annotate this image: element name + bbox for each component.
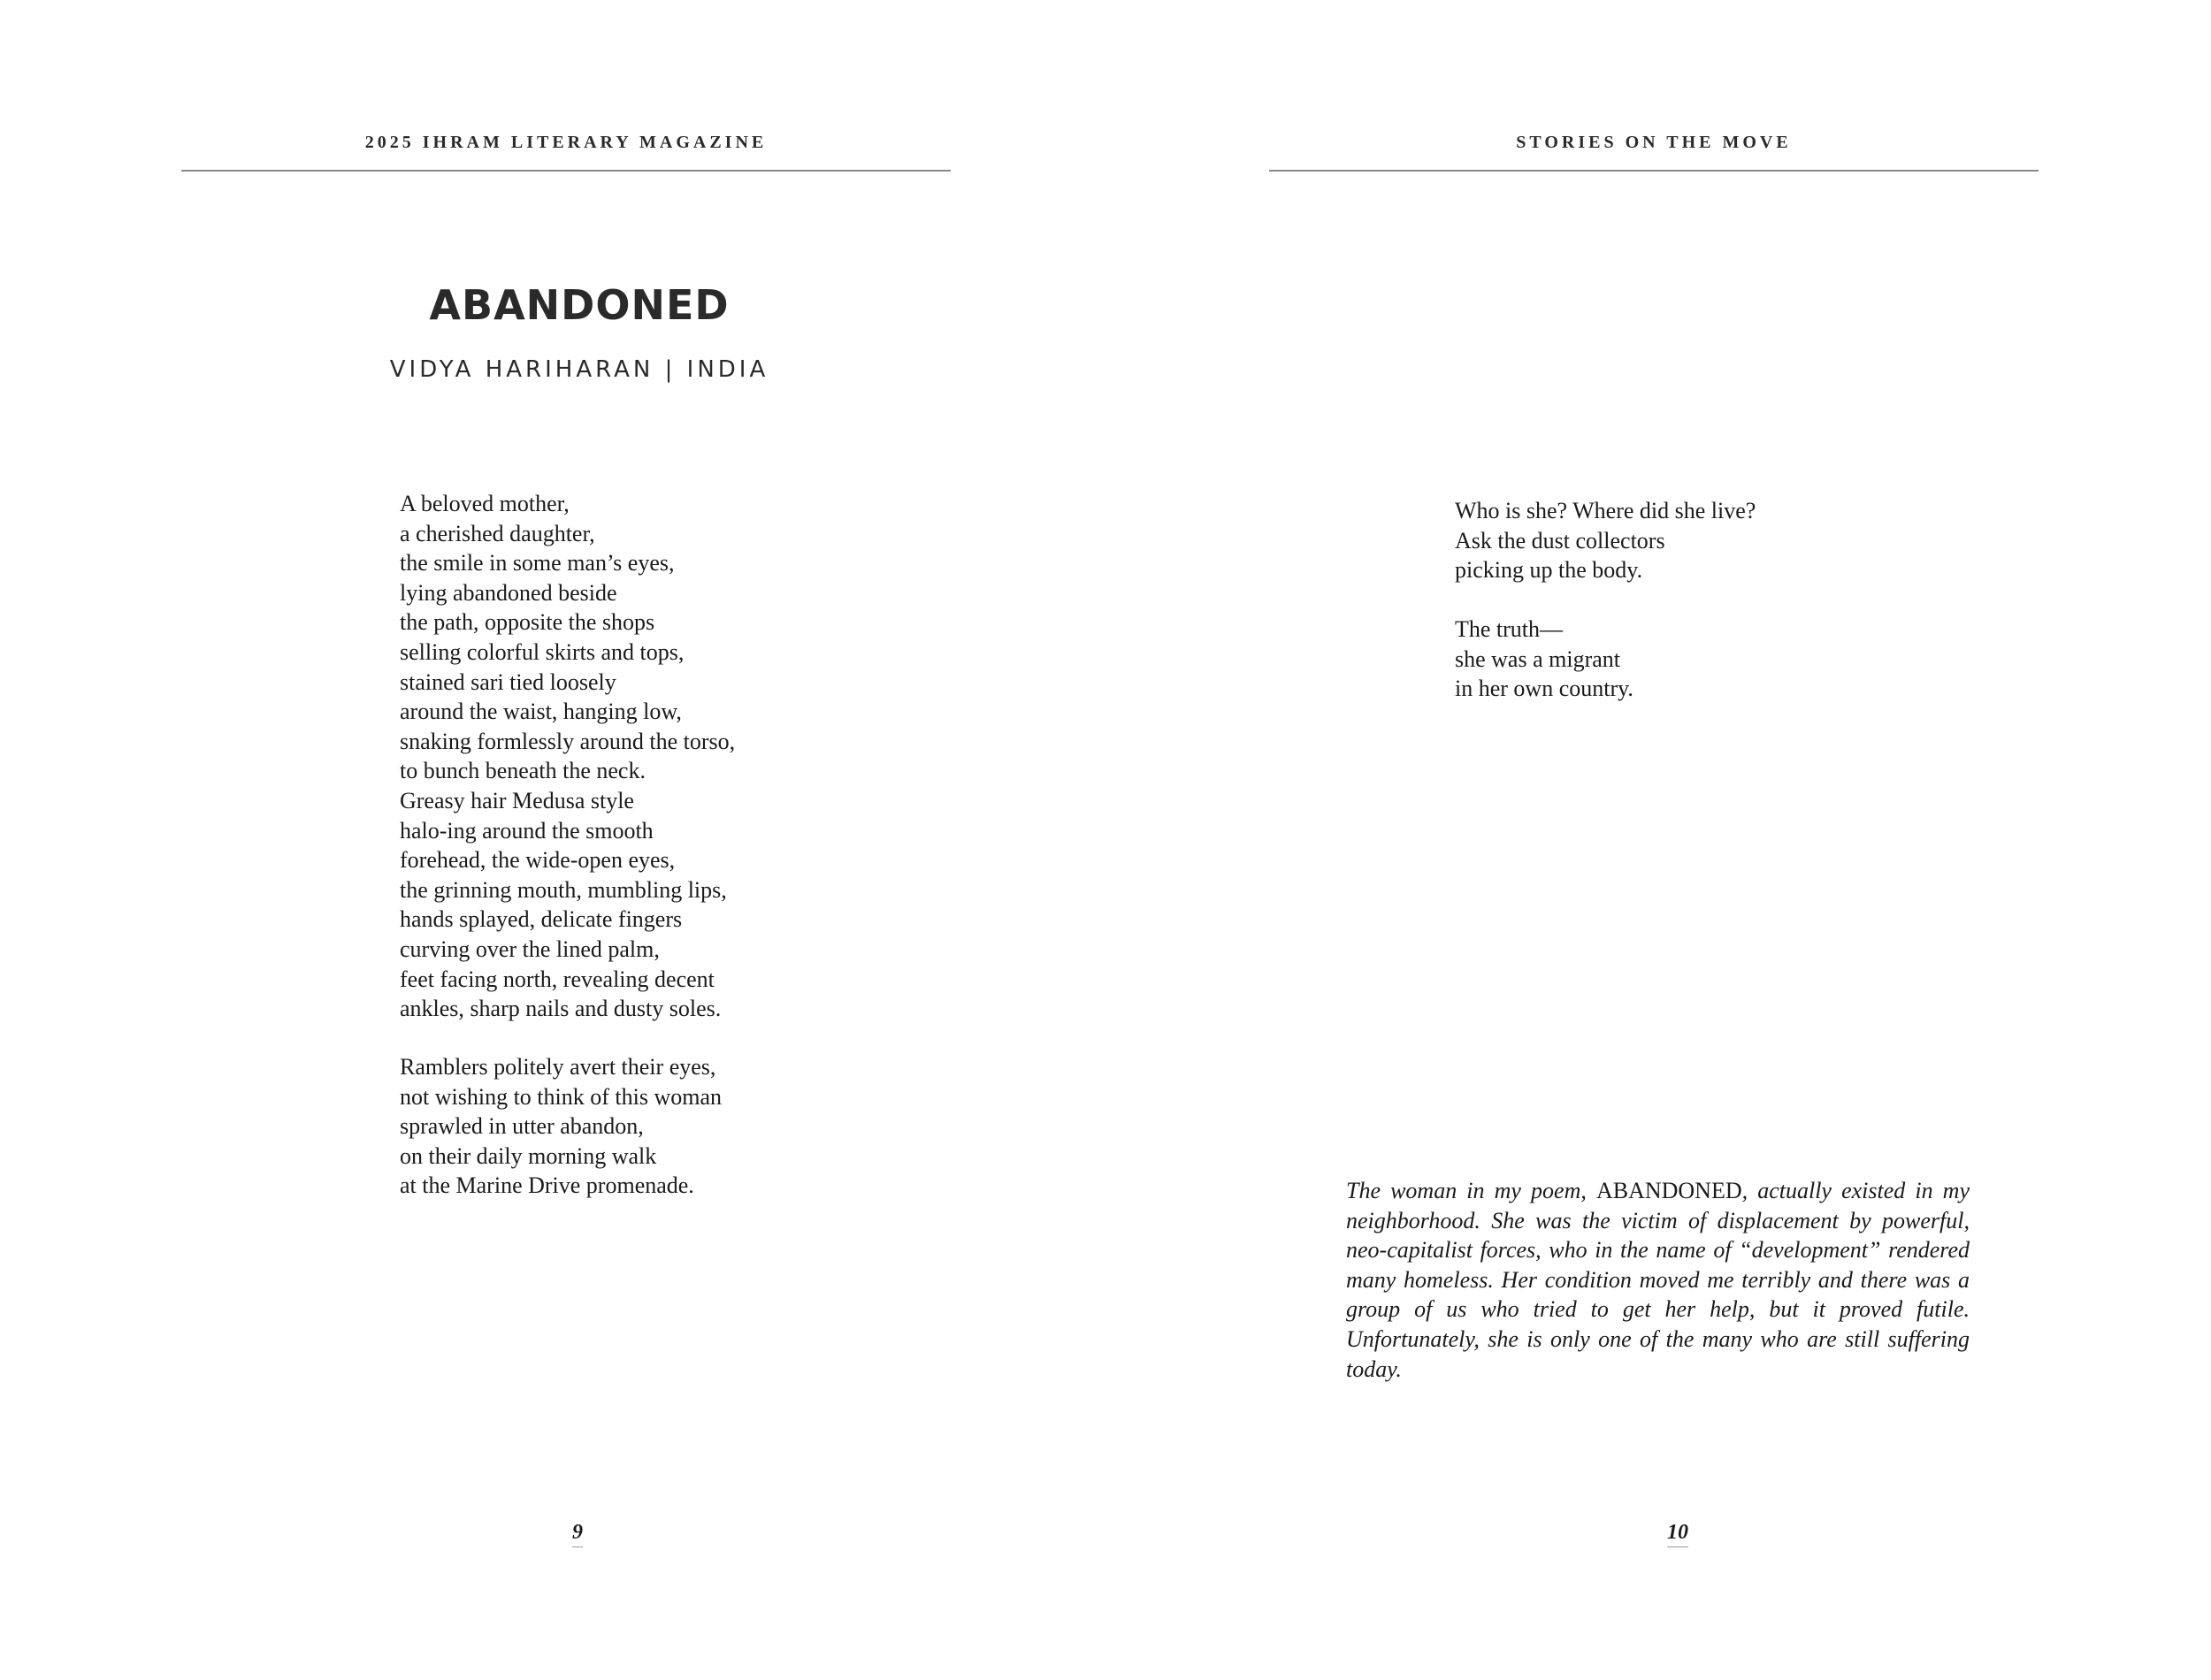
poem-line: she was a migrant [1455,645,1621,672]
poem-line: around the waist, hanging low, [400,699,682,725]
poem-line: The truth— [1455,616,1564,642]
poem-line: not wishing to think of this woman [400,1083,722,1110]
poem-line: the smile in some man’s eyes, [400,550,675,577]
poem-line: on their daily morning walk [400,1142,657,1169]
poem-line: hands splayed, delicate fingers [400,906,683,933]
author-note [1346,1176,1970,1384]
page-number-right [1642,1521,1713,1547]
poem-stanza-1 [400,489,735,1024]
poem-line: a cherished daughter, [400,520,595,546]
page-number-text: 9 [572,1521,583,1547]
poem-line: the path, opposite the shops [400,609,655,636]
poem-line: feet facing north, revealing decent [400,966,715,992]
poem-line: at the Marine Drive promenade. [400,1172,694,1199]
poem-line: in her own country. [1455,676,1633,702]
poem-stanza-2 [400,1052,722,1201]
poem-line: halo-ing around the smooth [400,817,654,844]
header-rule-left [181,170,951,172]
poem-stanza-3 [1455,496,1756,585]
poem-line: lying abandoned beside [400,579,617,606]
poem-line: sprawled in utter abandon, [400,1113,644,1140]
author-note-part-1: The woman in my poem, [1346,1178,1596,1203]
poem-line: Ramblers politely avert their eyes, [400,1054,716,1080]
right-page [1106,0,2211,1680]
page-number-left [542,1521,613,1547]
page-number-text: 10 [1667,1521,1688,1547]
poem-line: picking up the body. [1455,557,1643,584]
poem-line: A beloved mother, [400,491,570,516]
author-byline: VIDYA HARIHARAN | INDIA [389,356,769,383]
poem-line: curving over the lined palm, [400,935,660,962]
poem-line: snaking formlessly around the torso, [400,728,736,754]
running-head-right: STORIES ON THE MOVE [1516,133,1792,152]
poem-stanza-4 [1455,615,1633,704]
poem-line: ankles, sharp nails and dusty soles. [400,996,722,1022]
header-rule-right [1269,170,2039,172]
poem-title: ABANDONED [429,281,730,329]
poem-line: stained sari tied loosely [400,668,616,695]
poem-line: selling colorful skirts and tops, [400,638,685,665]
running-head-left: 2025 IHRAM LITERARY MAGAZINE [364,133,768,152]
author-note-part-2: , actually existed in my neighborhood. She was the victim of displacement by powerful, neo-capitalist forces, who in the name of “development” rendered many homeless. Her condition moved me terribly and there was a group of us who tried to get her help, but it proved futile. Unfortunately, she is only one of the many who are still suffering today. [1346,1178,1970,1382]
poem-line: to bunch beneath the neck. [400,758,646,784]
poem-line: Ask the dust collectors [1455,527,1665,554]
author-note-title-ref: ABANDONED [1595,1178,1742,1203]
poem-line: the grinning mouth, mumbling lips, [400,876,727,903]
poem-line: Who is she? Where did she live? [1455,498,1756,523]
poem-line: Greasy hair Medusa style [400,787,634,813]
poem-line: forehead, the wide-open eyes, [400,847,676,874]
